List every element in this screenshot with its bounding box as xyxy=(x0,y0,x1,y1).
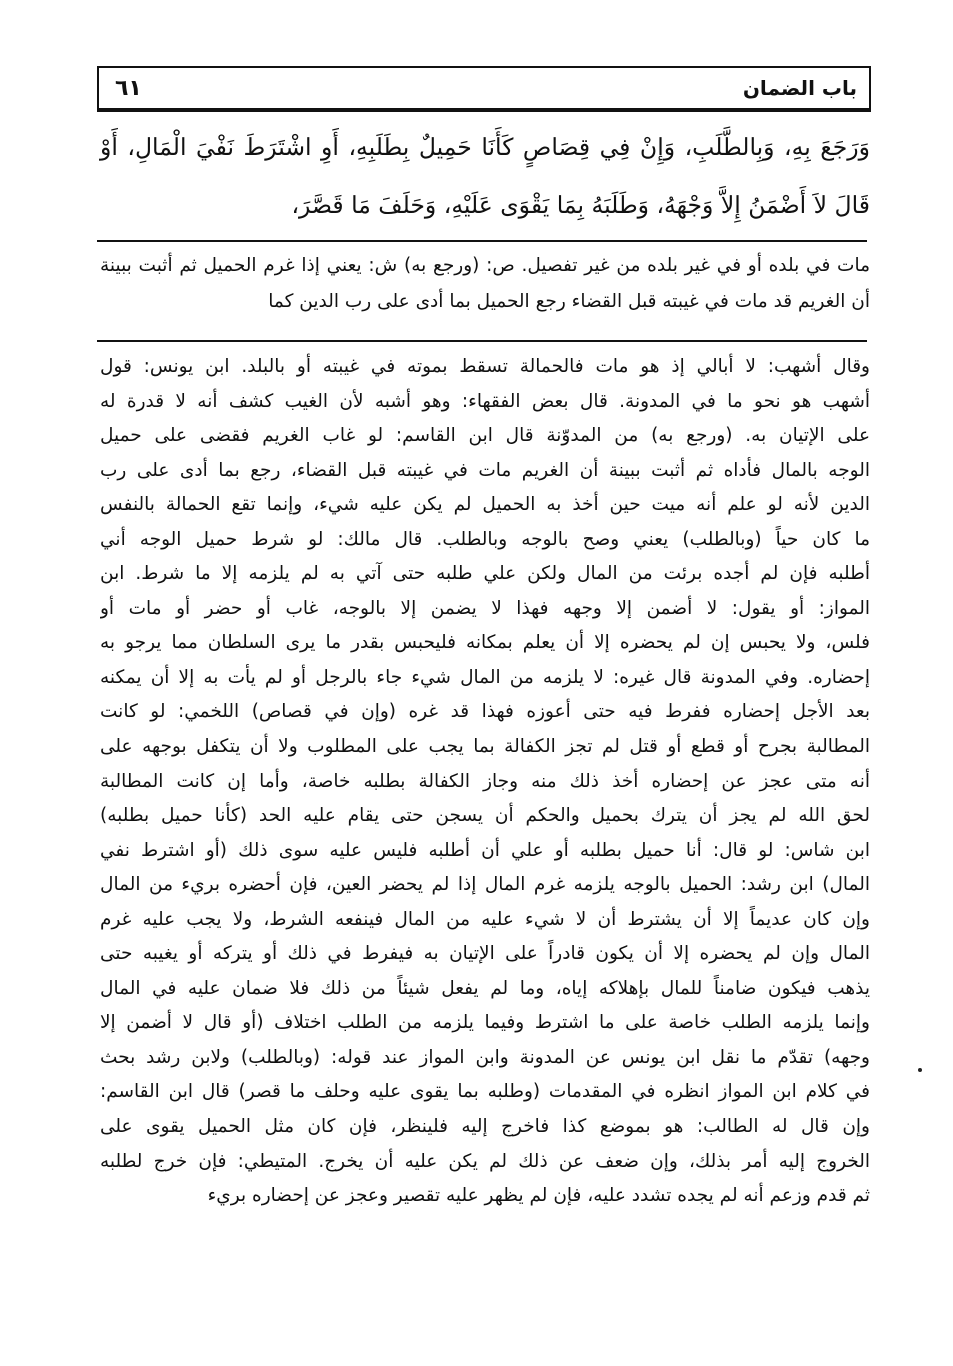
text-line: أطلبه فإن لم أجده برئت من المال ولكن علي طلبه حتى آتي به لم يلزمه إلا ما شرط. ابن xyxy=(100,563,870,585)
text-line: على الإتيان به. (ورجع به) من المدوّنة قال ابن القاسم: لو غاب الغريم فقضى على حميل xyxy=(100,425,870,447)
page-number: ٦١ xyxy=(115,76,142,101)
text-line: ابن شاس: لو قال: أنا حميل بطلبه أو علي أن أطلبه فليس عليه سوى ذلك (أو اشترط نفي xyxy=(100,839,870,861)
divider-bottom xyxy=(97,340,867,342)
chapter-title: باب الضمان xyxy=(742,76,857,100)
divider-top xyxy=(97,240,867,242)
text-line: وقال أشهب: لا أبالي إذ هو مات فالحمالة تسقط بموته في غيبته أو بالبلد. ابن يونس: قول xyxy=(100,356,870,377)
text-line: وإن قال له الطالب: هو بموضع كذا فاخرج إليه فلينظر، فإن كان مثل الحميل يقوى على xyxy=(100,1116,870,1138)
text-line: ثم قدم وزعم أنه لم يجده تشدد عليه، فإن لم يظهر عليه تقصير وعجز عن إحضاره بريء xyxy=(207,1185,870,1207)
text-line: يذهب فيكون ضامناً للمال بإهلاكه إياه، وما لم يفعل شيئاً من ذلك فلا ضمان عليه في المال xyxy=(100,977,870,999)
text-line: فلس، ولا يحبس إن لم يحضره إلا أن يعلم بمكانه فليحبس بقدر ما يرى السلطان مما يرجو به xyxy=(100,632,870,654)
main-text: وَرَجَعَ بِهِ، وَبِالطَّلَبِ، وَإِنْ فِي قِصَاصٍ كَأَنَا حَمِيلٌ بِطَلَبِهِ، أَوِ اشْتَرَطَ نَفْيَ الْمَالِ، أَوْ قَالَ لاَ أَضْمَنُ إِلاَّ وَجْهَهُ، وَطَلَبَهُ بِمَا يَقْوَى عَلَيْهِ، وَحَلَفَ مَا قَصَّرَ، xyxy=(100,133,870,219)
text-line: لحق الله لم يجز أن يترك بحميل والحكم أن يسجن حتى يقام عليه الحد (كأنا حميل بطلبه) xyxy=(100,805,870,827)
text-line: وإنما يلزمه الطلب خاصة على ما اشترط وفيما يلزمه من الطلب اختلاف (أو قال لا أضمن إلا xyxy=(100,1012,870,1034)
text-line: المطالبة بجرح أو قطع أو قتل لم تجز الكفالة بما يجب على المطلوب ولا أن يتكفل بوجهه على xyxy=(100,736,870,758)
text-line: بعد الأجل إحضاره ففرط فيه حتى أعوزه فهذا قد غره (وإن في قصاص) اللخمي: لو كانت xyxy=(100,701,870,723)
text-line: الدين لأنه لو علم أنه ميت حين أخذ به الحميل لم يكن عليه شيء، وإنما تقع الحمالة بالنفس xyxy=(100,494,870,516)
text-line: المال) ابن رشد: الحميل بالوجه يلزمه غرم المال إذا لم يحضر العين، فإن أحضره بريء من المال xyxy=(100,874,870,896)
text-line: في كلام ابن المواز انظره في المقدمات (وطلبه بما يقوى عليه وحلف ما قصر) قال ابن القاسم: xyxy=(100,1081,870,1103)
ink-speck xyxy=(918,1068,922,1072)
text-line: الخروج إليه أمر بذلك، وإن ضعف عن ذلك لم يكن عليه أن يخرج. المتيطي: فإن خرج لطلبه xyxy=(100,1150,870,1172)
text-line: وجهه) تقدّم ما نقل ابن يونس عن المدونة وابن المواز عند قوله: (وبالطلب) ولابن رشد بحث xyxy=(100,1046,870,1068)
text-line: المواز: أو يقول: لا أضمن إلا وجهه فهذا لا يضمن إلا بالوجه، غاب أو حضر أو مات أو xyxy=(100,597,870,619)
page-header xyxy=(97,66,871,112)
footnote-text xyxy=(100,350,870,1214)
text-line: وإن كان عديماً إلا أن يشترط أن لا شيء عليه من المال فينفعه الشرط، ولا يجب عليه غرم xyxy=(100,908,870,930)
text-line: أنه متى عجز عن إحضاره أخذ ذلك منه وجاز الكفالة بطلبه خاصة، وأما إن كانت المطالبة xyxy=(100,770,870,792)
text-line: المال وإن لم يحضره إلا أن يكون قادراً على الإتيان به فيفرط في ذلك أو يتركه أو يغيبه حتى xyxy=(100,943,870,965)
text-line: إحضاره. وفي المدونة قال غيره: لا يلزمه من المال شيء جاء بالرجل أو لم يأت به إلا أن يمكنه xyxy=(100,666,870,688)
text-line: ما كان حياً (وبالطلب) يعني وصح بالوجه وبالطلب. قال مالك: لو شرط حميل الوجه أني xyxy=(100,528,870,550)
commentary-text: مات في بلده أو في غير بلده من غير تفصيل. ص: (ورجع به) ش: يعني إذا غرم الحميل ثم أثبت ببينة أن الغريم قد مات في غيبته قبل القضاء رجع الحميل بما أدى على رب الدين كما xyxy=(100,255,870,312)
text-line: أشهب هو نحو ما في المدونة. قال بعض الفقهاء: وهو أشبه لأن الغيب كشف أنه لا قدرة له xyxy=(100,390,870,412)
text-line: الوجه بالمال فأداه ثم أثبت ببينة أن الغريم مات في غيبته قبل القضاء، رجع بما أدى على رب xyxy=(100,459,870,481)
